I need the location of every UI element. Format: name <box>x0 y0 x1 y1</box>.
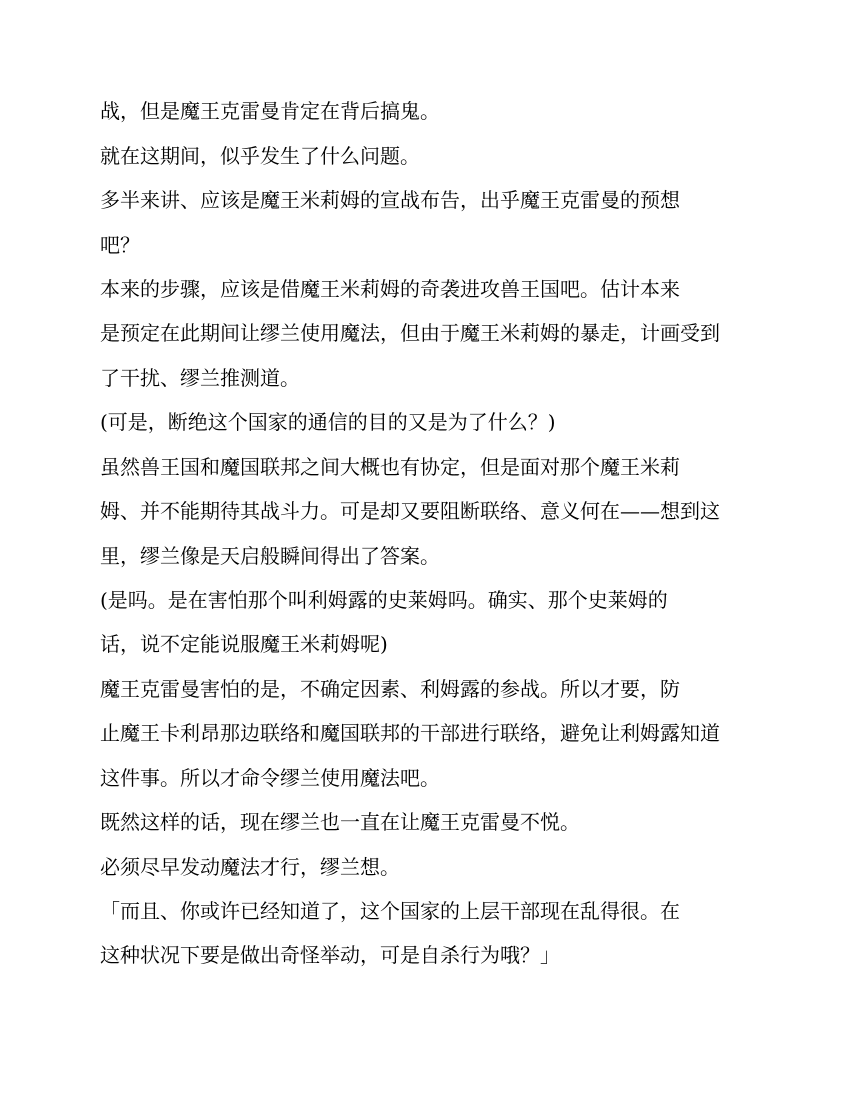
text-line: 虽然兽王国和魔国联邦之间大概也有协定，但是面对那个魔王米莉 <box>100 455 680 479</box>
text-line: 这件事。所以才命令缪兰使用魔法吧。 <box>100 766 440 790</box>
text-line: 必须尽早发动魔法才行，缪兰想。 <box>100 855 400 879</box>
text-line: (可是，断绝这个国家的通信的目的又是为了什么？) <box>100 410 556 434</box>
text-line: 既然这样的话，现在缪兰也一直在让魔王克雷曼不悦。 <box>100 810 580 834</box>
text-line: 本来的步骤，应该是借魔王米莉姆的奇袭进攻兽王国吧。估计本来 <box>100 277 680 301</box>
text-line: 话，说不定能说服魔王米莉姆呢) <box>100 632 388 656</box>
text-line: 姆、并不能期待其战斗力。可是却又要阻断联络、意义何在——想到这 <box>100 499 720 523</box>
text-line: 了干扰、缪兰推测道。 <box>100 366 300 390</box>
text-line: 就在这期间，似乎发生了什么问题。 <box>100 144 420 168</box>
text-line: 止魔王卡利昂那边联络和魔国联邦的干部进行联络，避免让利姆露知道 <box>100 721 720 745</box>
text-line: 「而且、你或许已经知道了，这个国家的上层干部现在乱得很。在 <box>100 899 680 923</box>
text-line: 里，缪兰像是天启般瞬间得出了答案。 <box>100 544 440 568</box>
text-line: 是预定在此期间让缪兰使用魔法，但由于魔王米莉姆的暴走，计画受到 <box>100 321 720 345</box>
text-line: (是吗。是在害怕那个叫利姆露的史莱姆吗。确实、那个史莱姆的 <box>100 588 668 612</box>
text-line: 多半来讲、应该是魔王米莉姆的宣战布告，出乎魔王克雷曼的预想 <box>100 188 680 212</box>
text-line: 魔王克雷曼害怕的是，不确定因素、利姆露的参战。所以才要，防 <box>100 677 680 701</box>
text-line: 吧？ <box>100 233 140 257</box>
text-line: 战，但是魔王克雷曼肯定在背后搞鬼。 <box>100 99 440 123</box>
text-line: 这种状况下要是做出奇怪举动，可是自杀行为哦？」 <box>100 943 560 967</box>
